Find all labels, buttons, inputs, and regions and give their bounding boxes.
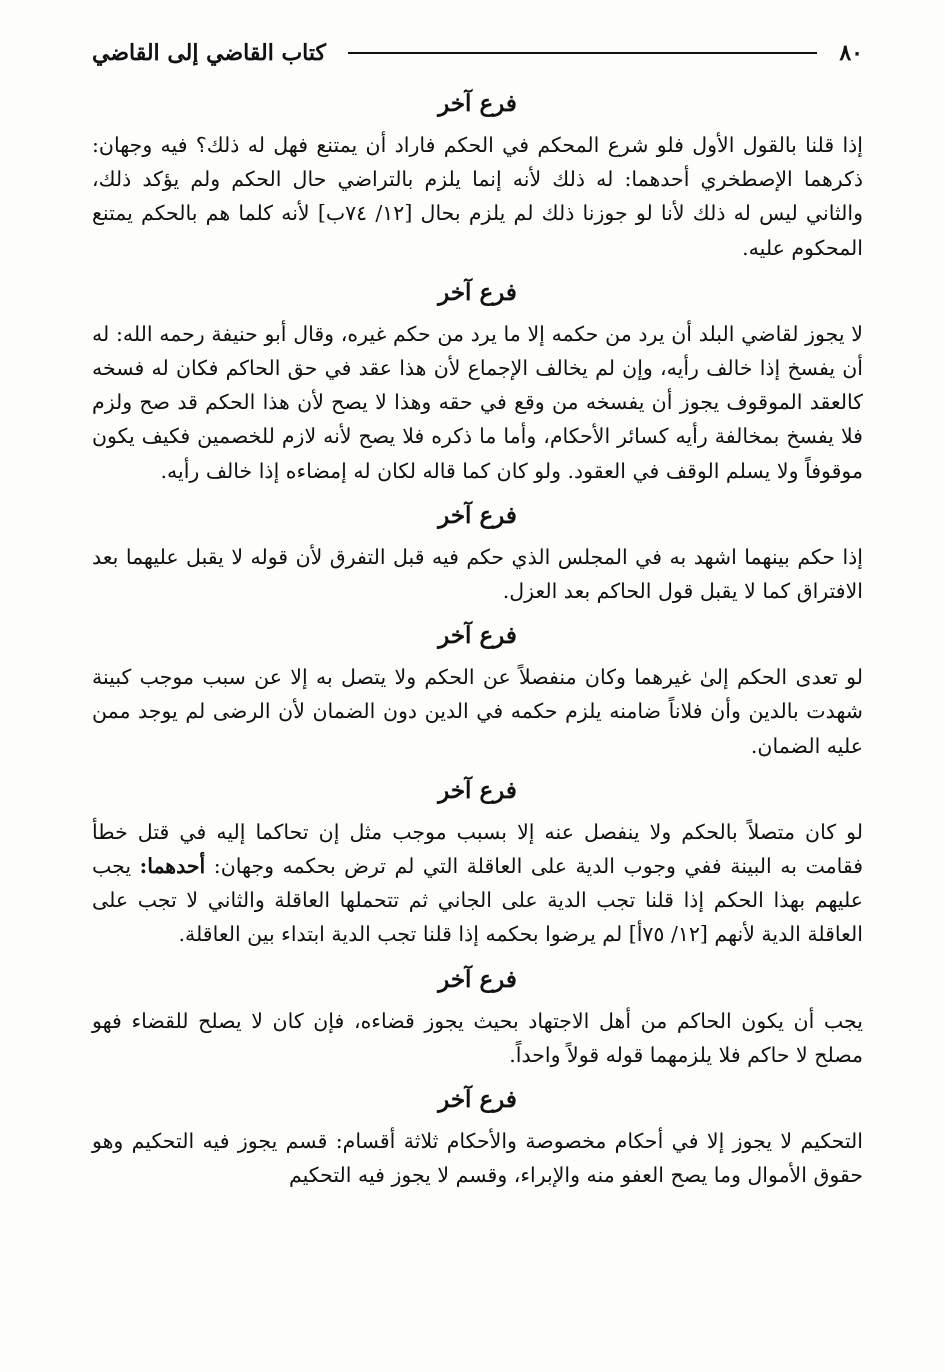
section-title: فرع آخر — [438, 622, 517, 650]
section-title: فرع آخر — [438, 278, 517, 306]
section-title: فرع آخر — [438, 90, 517, 117]
section-paragraph: يجب أن يكون الحاكم من أهل الاجتهاد بحيث يجوز قضاءه، فإن كان لا يصلح للقضاء فهو مصلح لا حاكم فلا يلزمهما قوله قولاً واحداً. — [92, 1008, 863, 1067]
section-title: فرع آخر — [438, 965, 517, 993]
header-rule — [348, 52, 817, 54]
section-4 — [92, 618, 863, 763]
bold-term: أحدهما: — [139, 854, 206, 879]
page-number: ٨٠ — [839, 40, 863, 66]
section-7 — [92, 1082, 863, 1192]
section-paragraph: لا يجوز لقاضي البلد أن يرد من حكمه إلا ما يرد من حكم غيره، وقال أبو حنيفة رحمه الله: له أن يفسخ إذا خالف رأيه، وإن لم يخالف الإجماع لأن هذا عقد في حق الحاكم فكان له فسخه كالعقد الموقوف يجوز أن يفسخه من وقع في حقه وهذا لا يصح لأن هذا الحكم قد صح ولزم فلا يفسخ بمخالفة رأيه كسائر الأحكام، وأما ما ذكره فلا يصح لأنه لازم للخصمين فكيف يكون موقوفاً ولا يسلم الوقف في العقود. ولو كان كما قاله لكان له إمضاءه إذا خالف رأيه. — [92, 321, 863, 483]
section-5 — [92, 773, 863, 952]
section-paragraph: إذا حكم بينهما اشهد به في المجلس الذي حكم فيه قبل التفرق لأن قوله لا يقبل عليهما بعد الافتراق كما لا يقبل قول الحاكم بعد العزل. — [92, 544, 863, 604]
section-title: فرع آخر — [438, 1086, 517, 1114]
paragraph-text: لو كان متصلاً بالحكم ولا ينفصل عنه إلا بسبب موجب مثل إن تحاكما إليه في قتل خطأ فقامت به البينة ففي وجوب الدية على العاقلة التي لم ترض بحكمه وجهان: — [92, 819, 863, 879]
section-paragraph: التحكيم لا يجوز إلا في أحكام مخصوصة والأحكام ثلاثة أقسام: قسم يجوز فيه التحكيم وهو حقوق الأموال وما يصح العفو منه والإبراء، وقسم لا يجوز فيه التحكيم — [92, 1129, 863, 1188]
section-3 — [92, 498, 863, 608]
running-title: كتاب القاضي إلى القاضي — [92, 40, 326, 66]
page-header — [92, 30, 863, 76]
section-paragraph: إذا قلنا بالقول الأول فلو شرع المحكم في الحكم فاراد أن يمتنع فهل له ذلك؟ فيه وجهان: ذكرهما الإصطخري أحدهما: له ذلك لأنه إنما يلزم بالتراضي حال الحكم ولم يؤكد ذلك، والثاني ليس له ذلك لأنا لو جوزنا ذلك لم يلزم بحال [١٢/ ٧٤ب] لأنه كلما هم بالحكم يمتنع المحكوم عليه. — [92, 133, 863, 260]
section-1 — [92, 86, 863, 265]
paragraph-text: يجب عليهم بهذا الحكم إذا قلنا تجب الدية على الجاني ثم تتحملها العاقلة والثاني لا تجب على العاقلة الدية لأنهم [١٢/ ٧٥أ] لم يرضوا بحكمه إذا قلنا تجب الدية ابتداء بين العاقلة. — [92, 854, 863, 947]
section-title: فرع آخر — [438, 776, 517, 804]
section-paragraph: لو تعدى الحكم إلىٰ غيرهما وكان منفصلاً عن الحكم ولا يتصل به إلا عن سبب موجب كبينة شهدت بالدين وأن فلاناً ضامنه يلزم حكمه في الدين دون الضمان لأن الرضى لم يوجد ممن عليه الضمان. — [92, 665, 863, 758]
section-6 — [92, 962, 863, 1072]
section-paragraph — [92, 815, 863, 952]
section-title: فرع آخر — [438, 501, 517, 529]
section-2 — [92, 275, 863, 488]
